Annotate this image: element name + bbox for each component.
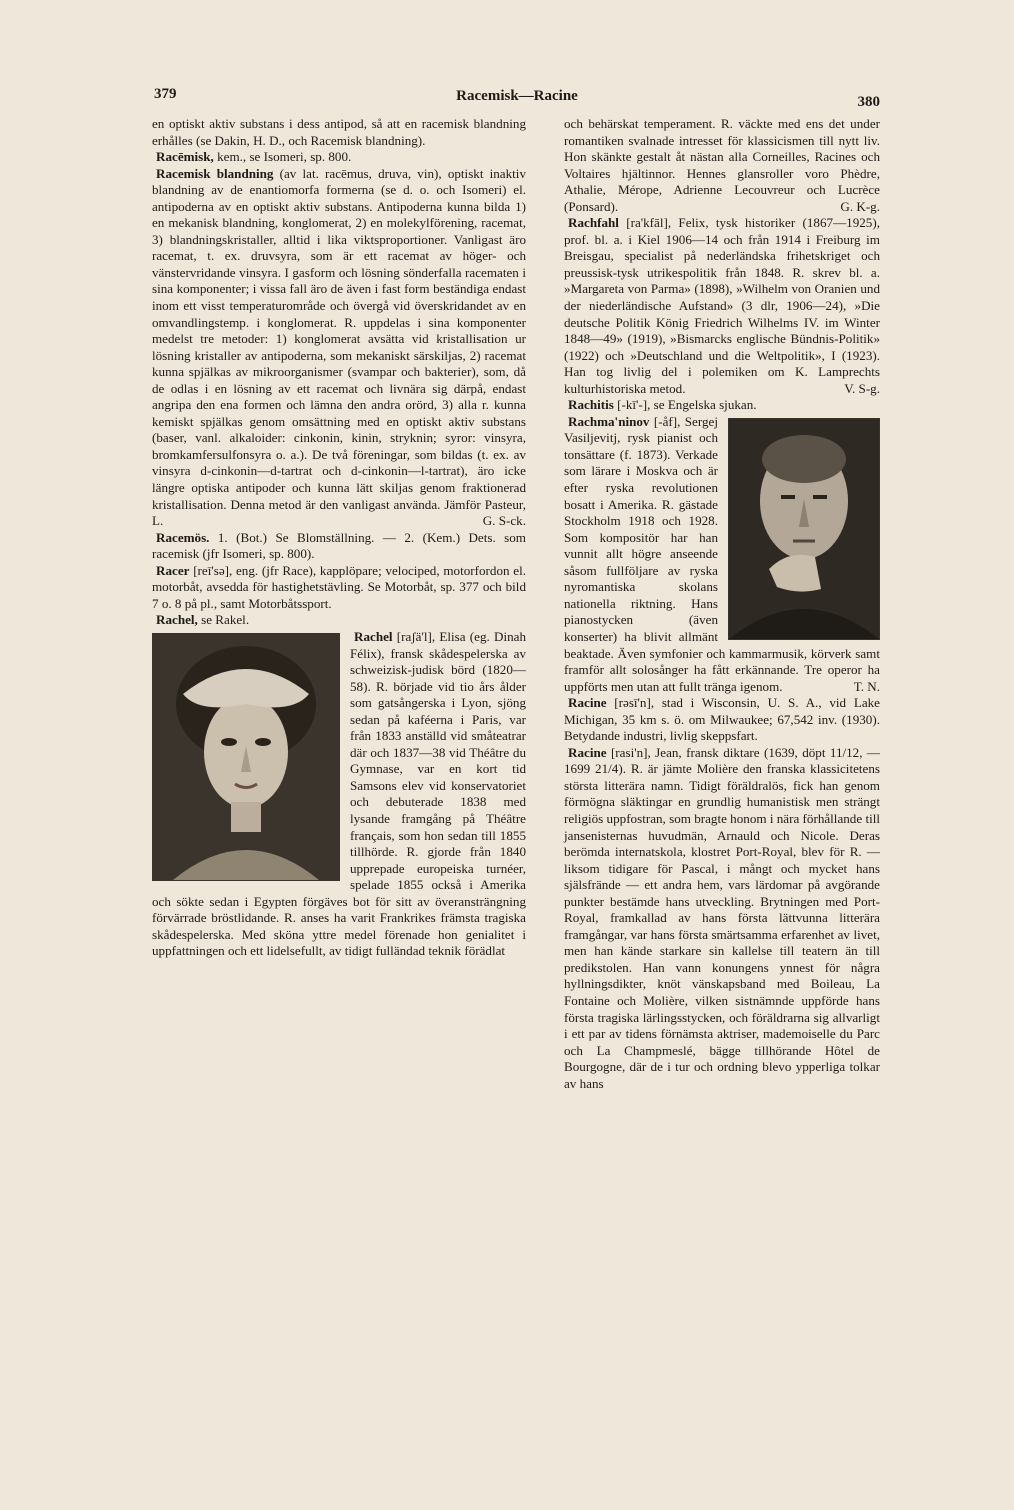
- entry-racemisk: [152, 149, 526, 166]
- page-number-right: 380: [857, 94, 880, 110]
- headword: Rachma'ninov: [568, 413, 650, 429]
- entry-text: 1. (Bot.) Se Blomställning. — 2. (Kem.) Dets. som racemisk (jfr Isomeri, sp. 800).: [152, 529, 526, 562]
- entry-text: [rəsī'n], stad i Wisconsin, U. S. A., vid Lake Michigan, 35 km s. ö. om Milwaukee; 67,542 inv. (1930). Betydande industri, livlig skeppsfart.: [564, 695, 880, 744]
- entry-rachel-ref: [152, 612, 526, 629]
- entry-racine-jean: [564, 745, 880, 1092]
- entry-text: se Rakel.: [197, 612, 250, 628]
- headword: Racer: [156, 562, 190, 578]
- entry-racemos: [152, 530, 526, 563]
- author-signature: V. S-g.: [844, 380, 880, 396]
- entry-text: [rasi'n], Jean, fransk diktare (1639, döpt 11/12, —1699 21/4). R. är jämte Molière den franska klassicitetens största litterära namn. Tidigt föräldralös, fick han genom förmögna släktingar en grundlig humanistisk men strängt religiös uppfostran, som bragte honom i nära förhållande till jansenisternas huvudmän, Arnauld och Nicole. Deras berömda internatskola, klostret Port-Royal, blev för R. — liksom tidigare för Pascal, i mångt och mycket hans själsfrände — ett andra hem, vars lärdomar på avgörande punkter bestämde hans utveckling. Brytningen med Port-Royal, framkallad av hans första lättvunna litterära framgångar, var hans första smärtsamma erfarenhet av livet, men han kände starkare sin kallelse till teatern än till predikstolen. Han vann konungens ynnest för några hyllningsdikter, knöt vänskapsband med Boileau, La Fontaine och Molière, vilken sistnämnde uppförde hans första tragiska lärlingsstycken, och föräldrarna sig allvarligt i ett par av tidens förnämsta aktriser, mademoiselle du Parc och La Champmeslé, bägge tillhörande Hôtel de Bourgogne, där de i tur och ordning blevo ypperliga tolkar av hans: [564, 744, 880, 1091]
- author-signature: G. K-g.: [840, 198, 880, 214]
- entry-text: kem., se Isomeri, sp. 800.: [213, 149, 352, 165]
- headword: Racine: [568, 744, 607, 760]
- portrait-rachmaninov-image: [728, 418, 880, 640]
- entry-text: [-åf], Sergej Vasiljevitj, rysk pianist och tonsättare (f. 1873). Verkade som lärare i Moskva och är efter ryska revolutionen bosatt i Amerika. R. gästade Stockholm 1918 och 1928. Som kompositör har han vunnit allt högre anseende såsom fullföljare av ryska nyromantiska skolans nationella riktning. Hans pianostycken (även konserter) ha blivit allmänt beaktade. Även symfonier och kammarmusik, körverk samt framför allt solosånger ha fått erkännande. Tre operor ha uppförts men utan att fullt tränga igenom.: [564, 413, 880, 694]
- entry-text: (av lat. racēmus, druva, vin), optiskt inaktiv blandning av de enantiomorfa formerna (se d. o. och Isomeri) el. antipoderna av en optiskt aktiv substans. Antipoderna kunna bilda 1) en mekanisk blandning, konglomerat, 2) en molekylförening, racemat, 3) blandningskristaller, alltid i lika viktsproportioner. Vanligast äro racemat, t. ex. druvsyra, som är ett racemat av höger- och vänstervridande vinsyra. I gasform och lösning sönderfalla racematen i sina komponenter; i vissa fall äro de även i fast form beständiga endast inom ett visst temperaturområde och övergå vid överskridandet av en omvandlingstemp. i konglomerat. R. uppdelas i sina komponenter medelst tre metoder: 1) konglomerat avsätta vid kristallisation ur lösning kristaller av antipoderna, som mekaniskt särskiljas, 2) racemat kunna spjälkas av mikroorganismer (svampar och bakterier), som, då de odlas i en lösning av ett racemat och livnära sig därpå, endast angripa den ena formen och lämna den andra orörd, 3) alla r. kunna kemiskt spjälkas genom omsättning med en optiskt aktiv substans (baser, vanl. alkaloider: cinkonin, kinin, stryknin; syror: vinsyra, bromkamfersulfonsyra o. a.). De två föreningar, som bildas (t. ex. av vinsyra d-cinkonin—d-tartrat och d-cinkonin—l-tartrat), äro icke längre optiska antipoder och kunna lätt skiljas genom fraktionerad kristallisation. Denna metod är den vanligast använda. Jämför Pasteur, L.: [152, 165, 526, 529]
- portrait-rachmaninov-drawing: [729, 419, 879, 639]
- entry-continuation: en optiskt aktiv substans i dess antipod, så att en racemisk blandning erhålles (se Dakin, H. D., och Racemisk blandning).: [152, 116, 526, 148]
- entry-text: och behärskat temperament. R. väckte med ens det under romantiken svalnade intresset för klassicismen till nytt liv. Hon skänkte gestalt åt nästan alla Corneilles, Racines och Voltaires hjältinnor. Hennes glansroller voro Phèdre, Athalie, Mérope, Adrienne Lecouvreur och Lucrèce (Ponsard).: [564, 116, 880, 214]
- portrait-rachel-image: [152, 633, 340, 881]
- headword: Racine: [568, 695, 607, 711]
- entry-continuation: [564, 116, 880, 215]
- entry-racine-city: [564, 695, 880, 745]
- running-title: Racemisk—Racine: [456, 88, 578, 104]
- left-column: [152, 116, 526, 960]
- entry-text: [ra'kfāl], Felix, tysk historiker (1867—1925), prof. bl. a. i Kiel 1906—14 och från 1914 i Freiburg im Breisgau, specialist på nederländska frihetskriget och preussisk-tysk utrikespolitik från 1848. R. skrev bl. a. »Margareta von Parma» (1898), »Wilhelm von Oranien und der niederländische Aufstand» (3 dlr, 1906—24), »Die deutsche Politik König Friedrich Wilhelms IV. im Winter 1848—49» (1919), »Bismarcks englische Bündnis-Politik» (1922) och »Deutschland und die Weltpolitik», I (1923). Han tog livlig del i polemiken om K. Lamprechts kulturhistoriska metod.: [564, 215, 880, 396]
- entry-rachfahl: [564, 215, 880, 397]
- page-header: [154, 82, 880, 108]
- headword: Racemisk blandning: [156, 165, 274, 181]
- headword: Rachfahl: [568, 215, 619, 231]
- portrait-rachel-drawing: [153, 634, 339, 880]
- author-signature: G. S-ck.: [482, 513, 526, 529]
- entry-rachel: [152, 629, 526, 960]
- page-number-left: 379: [154, 86, 177, 102]
- entry-rachitis: [564, 397, 880, 414]
- entry-rachmaninov: [564, 414, 880, 695]
- right-column: [564, 116, 880, 1092]
- entry-racemisk-blandning: [152, 166, 526, 530]
- entry-racer: [152, 563, 526, 613]
- headword: Rachitis: [568, 397, 614, 413]
- headword: Racēmisk,: [156, 149, 214, 165]
- headword: Rachel,: [156, 612, 198, 628]
- author-signature: T. N.: [853, 678, 880, 694]
- headword: Rachel: [354, 628, 393, 644]
- entry-text: [raʃä'l], Elisa (eg. Dinah Félix), fransk skådespelerska av schweizisk-judisk börd (1820—58). R. började vid tio års ålder som gatsångerska i Lyon, sjöng sedan på kaféerna i Paris, var från 1833 anställd vid småteatrar där och 1837—38 vid Théâtre du Gymnase, var en kort tid Samsons elev vid konservatoriet och debuterade 1838 med lysande framgång på Théâtre français, som hon sedan till 1855 tillhörde. R. gjorde från 1840 upprepade europeiska turnéer, spelade 1855 också i Amerika och sökte sedan i Egypten förgäves bot för sitt av överansträngning förvärrade bröstlidande. R. anses ha varit Frankrikes främsta tragiska skådespelerska. Med sköna yttre medel förenade hon genialitet i uppfattningen och ett lidelsefullt, av tidigt fulländad teknik förädlat: [152, 628, 526, 959]
- entry-text: [-kī'-], se Engelska sjukan.: [613, 397, 757, 413]
- headword: Racemös.: [156, 529, 210, 545]
- entry-text: [reī'sə], eng. (jfr Race), kapplöpare; velociped, motorfordon el. motorbåt, avsedda för hastighetstävling. Se Motorbåt, sp. 377 och bild 7 o. 8 på pl., samt Motorbåtssport.: [152, 562, 526, 611]
